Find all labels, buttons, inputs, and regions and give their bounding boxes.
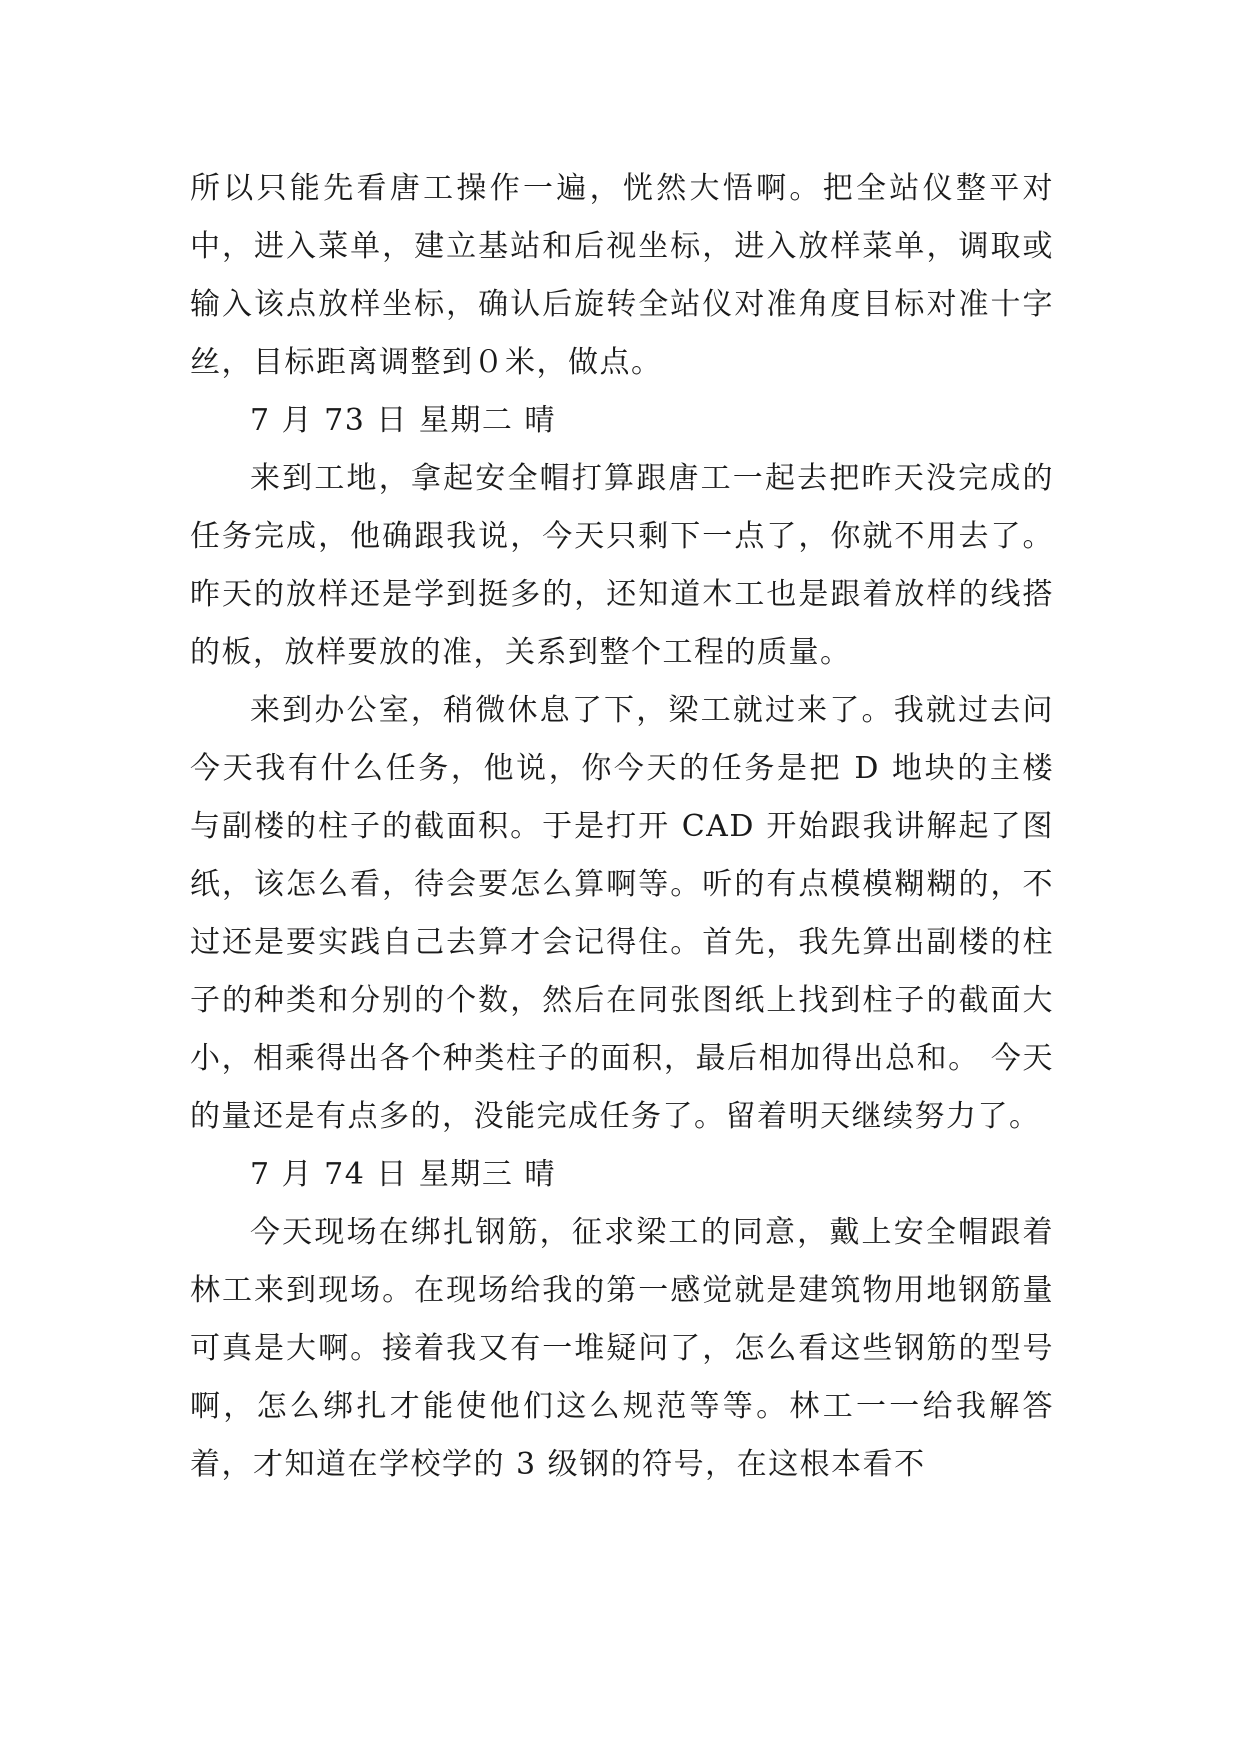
- paragraph-continued: 所以只能先看唐工操作一遍，恍然大悟啊。把全站仪整平对中，进入菜单，建立基站和后视坐标，进入放样菜单，调取或输入该点放样坐标，确认后旋转全站仪对准角度目标对准十字丝，目标距离调整到０米，做点。: [190, 171, 1054, 380]
- paragraph: 来到工地，拿起安全帽打算跟唐工一起去把昨天没完成的任务完成，他确跟我说，今天只剩下一点了，你就不用去了。昨天的放样还是学到挺多的，还知道木工也是跟着放样的线搭的板，放样要放的准，关系到整个工程的质量。: [190, 461, 1054, 670]
- diary-date-heading: 7 月 74 日 星期三 晴: [250, 1157, 556, 1192]
- diary-date-heading: 7 月 73 日 星期二 晴: [250, 403, 556, 438]
- paragraph: 今天现场在绑扎钢筋，征求梁工的同意，戴上安全帽跟着林工来到现场。在现场给我的第一感觉就是建筑物用地钢筋量可真是大啊。接着我又有一堆疑问了，怎么看这些钢筋的型号啊，怎么绑扎才能使他们这么规范等等。林工一一给我解答着，才知道在学校学的 3 级钢的符号，在这根本看不: [190, 1215, 1054, 1482]
- paragraph: 来到办公室，稍微休息了下，梁工就过来了。我就过去问今天我有什么任务，他说，你今天的任务是把 D 地块的主楼与副楼的柱子的截面积。于是打开 CAD 开始跟我讲解起了图纸，该怎么看，待会要怎么算啊等。听的有点模模糊糊的，不过还是要实践自己去算才会记得住。首先，我先算出副楼的柱子的种类和分别的个数，然后在同张图纸上找到柱子的截面大小，相乘得出各个种类柱子的面积，最后相加得出总和。 今天的量还是有点多的，没能完成任务了。留着明天继续努力了。: [190, 693, 1054, 1134]
- document-body: [190, 160, 1054, 1494]
